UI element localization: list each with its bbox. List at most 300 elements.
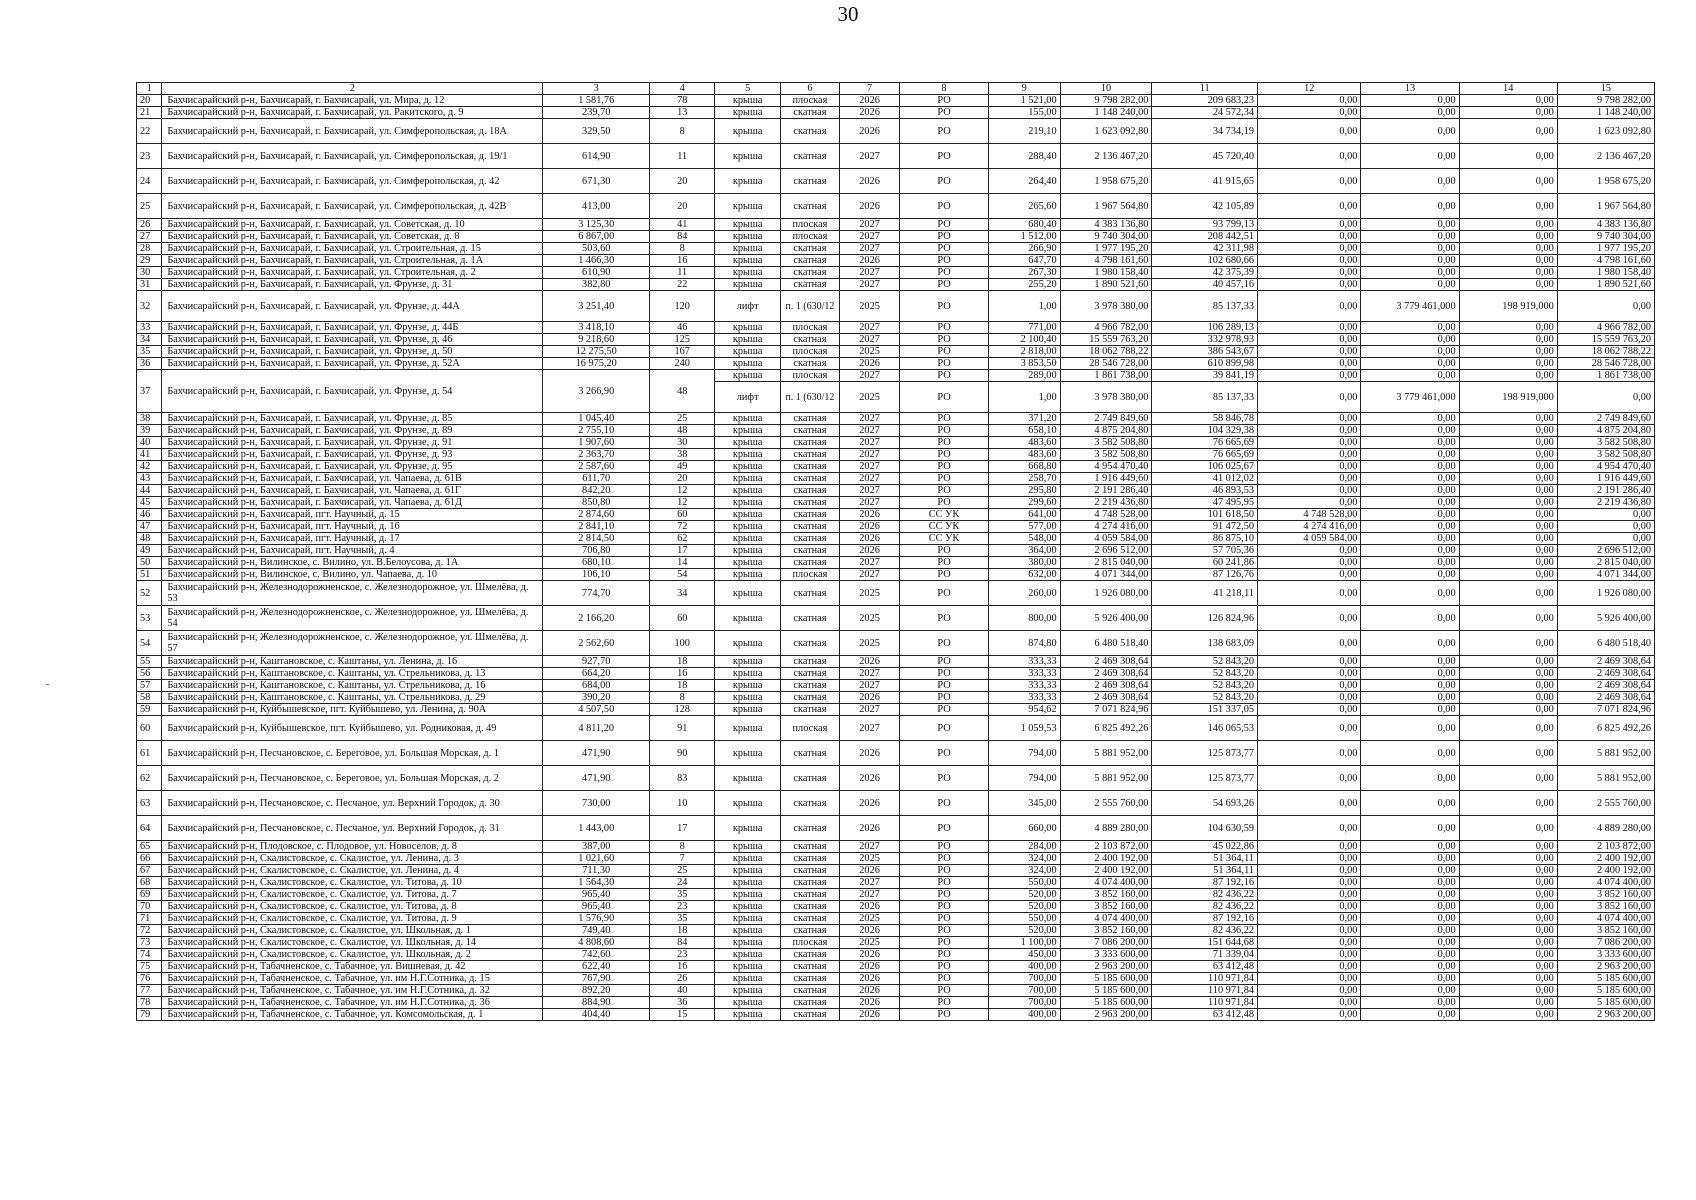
area: 2 755,10 xyxy=(543,425,650,437)
cost-col-12: 0,00 xyxy=(1258,901,1361,913)
cost-col-13: 3 779 461,000 xyxy=(1361,291,1459,322)
table-row xyxy=(137,509,1655,521)
quantity: 874,80 xyxy=(988,631,1060,656)
row-number: 65 xyxy=(137,841,162,853)
element-type: скатная xyxy=(780,497,839,509)
residents: 60 xyxy=(650,509,715,521)
table-row xyxy=(137,358,1655,370)
table-row xyxy=(137,322,1655,334)
address: Бахчисарайский р-н, Вилинское, с. Вилино, ул. В.Белоусова, д. 1А xyxy=(162,557,543,569)
fund-method: РО xyxy=(900,997,989,1009)
element: крыша xyxy=(715,413,780,425)
total-cost: 4 071 344,00 xyxy=(1060,569,1152,581)
cost-col-12: 0,00 xyxy=(1258,485,1361,497)
row-number: 37 xyxy=(137,370,162,413)
extra-cost: 40 457,16 xyxy=(1152,279,1258,291)
cost-col-13: 0,00 xyxy=(1361,107,1459,119)
address: Бахчисарайский р-н, Табачненское, с. Табачное, ул. им Н.Г.Сотника, д. 36 xyxy=(162,997,543,1009)
quantity: 1 521,00 xyxy=(988,95,1060,107)
total-cost: 4 875 204,80 xyxy=(1060,425,1152,437)
row-number: 78 xyxy=(137,997,162,1009)
row-number: 44 xyxy=(137,485,162,497)
cost-col-14: 0,00 xyxy=(1459,816,1557,841)
element: крыша xyxy=(715,231,780,243)
address: Бахчисарайский р-н, Бахчисарай, г. Бахчисарай, ул. Симферопольская, д. 18А xyxy=(162,119,543,144)
area: 3 125,30 xyxy=(543,219,650,231)
fund-method: РО xyxy=(900,358,989,370)
column-number: 4 xyxy=(650,83,715,95)
element-type: скатная xyxy=(780,557,839,569)
extra-cost: 86 875,10 xyxy=(1152,533,1258,545)
extra-cost: 63 412,48 xyxy=(1152,961,1258,973)
extra-cost: 39 841,19 xyxy=(1152,370,1258,382)
cost-col-14: 0,00 xyxy=(1459,766,1557,791)
year: 2025 xyxy=(840,346,900,358)
year: 2027 xyxy=(840,668,900,680)
cost-col-13: 0,00 xyxy=(1361,901,1459,913)
cost-col-13: 0,00 xyxy=(1361,668,1459,680)
fund-method: РО xyxy=(900,961,989,973)
residents: 120 xyxy=(650,291,715,322)
year: 2026 xyxy=(840,816,900,841)
residents: 23 xyxy=(650,901,715,913)
cost-col-14: 0,00 xyxy=(1459,358,1557,370)
cost-col-15: 3 582 508,80 xyxy=(1557,437,1654,449)
residents: 12 xyxy=(650,485,715,497)
quantity: 1 059,53 xyxy=(988,716,1060,741)
cost-col-12: 0,00 xyxy=(1258,925,1361,937)
total-cost: 1 967 564,80 xyxy=(1060,194,1152,219)
total-cost: 3 852 160,00 xyxy=(1060,901,1152,913)
extra-cost: 93 799,13 xyxy=(1152,219,1258,231)
fund-method: СС УК xyxy=(900,509,989,521)
address: Бахчисарайский р-н, Бахчисарай, г. Бахчисарай, ул. Советская, д. 10 xyxy=(162,219,543,231)
quantity: 660,00 xyxy=(988,816,1060,841)
address: Бахчисарайский р-н, Бахчисарай, г. Бахчисарай, ул. Фрунзе, д. 31 xyxy=(162,279,543,291)
element-type: плоская xyxy=(780,95,839,107)
table-row xyxy=(137,370,1655,382)
cost-col-13: 0,00 xyxy=(1361,692,1459,704)
column-number: 2 xyxy=(162,83,543,95)
area: 2 562,60 xyxy=(543,631,650,656)
element-type: скатная xyxy=(780,533,839,545)
element-type: скатная xyxy=(780,509,839,521)
cost-col-15: 5 185 600,00 xyxy=(1557,985,1654,997)
element: крыша xyxy=(715,841,780,853)
year: 2025 xyxy=(840,382,900,413)
element: крыша xyxy=(715,716,780,741)
area: 2 166,20 xyxy=(543,606,650,631)
quantity: 520,00 xyxy=(988,889,1060,901)
table-row xyxy=(137,533,1655,545)
fund-method: РО xyxy=(900,370,989,382)
element: крыша xyxy=(715,346,780,358)
table-row xyxy=(137,485,1655,497)
cost-col-14: 0,00 xyxy=(1459,119,1557,144)
cost-col-15: 1 926 080,00 xyxy=(1557,581,1654,606)
cost-col-14: 0,00 xyxy=(1459,219,1557,231)
quantity: 450,00 xyxy=(988,949,1060,961)
total-cost: 2 136 467,20 xyxy=(1060,144,1152,169)
extra-cost: 42 311,98 xyxy=(1152,243,1258,255)
residents: 240 xyxy=(650,358,715,370)
cost-col-15: 2 963 200,00 xyxy=(1557,1009,1654,1021)
element: крыша xyxy=(715,581,780,606)
total-cost: 2 469 308,64 xyxy=(1060,692,1152,704)
row-number: 41 xyxy=(137,449,162,461)
cost-col-15: 28 546 728,00 xyxy=(1557,358,1654,370)
residents: 20 xyxy=(650,194,715,219)
element-type: скатная xyxy=(780,791,839,816)
row-number: 56 xyxy=(137,668,162,680)
table-row xyxy=(137,581,1655,606)
total-cost: 3 333 600,00 xyxy=(1060,949,1152,961)
table-row xyxy=(137,219,1655,231)
element: крыша xyxy=(715,557,780,569)
cost-col-13: 0,00 xyxy=(1361,656,1459,668)
area: 610,90 xyxy=(543,267,650,279)
cost-col-13: 0,00 xyxy=(1361,334,1459,346)
column-number: 3 xyxy=(543,83,650,95)
table-row xyxy=(137,913,1655,925)
year: 2026 xyxy=(840,901,900,913)
extra-cost: 151 337,05 xyxy=(1152,704,1258,716)
total-cost: 6 825 492,26 xyxy=(1060,716,1152,741)
cost-col-13: 0,00 xyxy=(1361,853,1459,865)
cost-col-13: 0,00 xyxy=(1361,95,1459,107)
address: Бахчисарайский р-н, Скалистовское, с. Скалистое, ул. Титова, д. 10 xyxy=(162,877,543,889)
cost-col-14: 0,00 xyxy=(1459,865,1557,877)
year: 2026 xyxy=(840,949,900,961)
total-cost: 2 963 200,00 xyxy=(1060,961,1152,973)
element-type: скатная xyxy=(780,473,839,485)
cost-col-14: 0,00 xyxy=(1459,692,1557,704)
extra-cost: 110 971,84 xyxy=(1152,997,1258,1009)
cost-col-15: 3 852 160,00 xyxy=(1557,889,1654,901)
cost-col-13: 0,00 xyxy=(1361,370,1459,382)
cost-col-13: 0,00 xyxy=(1361,425,1459,437)
scan-artifact xyxy=(46,684,49,685)
table-row xyxy=(137,521,1655,533)
address: Бахчисарайский р-н, Бахчисарай, г. Бахчисарай, ул. Фрунзе, д. 54 xyxy=(162,370,543,413)
cost-col-12: 0,00 xyxy=(1258,791,1361,816)
total-cost: 9 798 282,00 xyxy=(1060,95,1152,107)
cost-col-13: 0,00 xyxy=(1361,473,1459,485)
table-row xyxy=(137,937,1655,949)
table-row xyxy=(137,925,1655,937)
fund-method: РО xyxy=(900,413,989,425)
cost-col-12: 0,00 xyxy=(1258,656,1361,668)
fund-method: РО xyxy=(900,219,989,231)
cost-col-13: 0,00 xyxy=(1361,961,1459,973)
element: крыша xyxy=(715,961,780,973)
address: Бахчисарайский р-н, Бахчисарай, г. Бахчисарай, ул. Фрунзе, д. 52А xyxy=(162,358,543,370)
address: Бахчисарайский р-н, Скалистовское, с. Скалистое, ул. Ленина, д. 3 xyxy=(162,853,543,865)
row-number: 38 xyxy=(137,413,162,425)
extra-cost: 125 873,77 xyxy=(1152,741,1258,766)
area: 382,80 xyxy=(543,279,650,291)
fund-method: РО xyxy=(900,557,989,569)
residents: 48 xyxy=(650,425,715,437)
year: 2027 xyxy=(840,877,900,889)
cost-col-12: 0,00 xyxy=(1258,973,1361,985)
column-number: 11 xyxy=(1152,83,1258,95)
cost-col-12: 0,00 xyxy=(1258,437,1361,449)
row-number: 53 xyxy=(137,606,162,631)
area: 3 418,10 xyxy=(543,322,650,334)
total-cost: 2 696 512,00 xyxy=(1060,545,1152,557)
cost-col-13: 0,00 xyxy=(1361,413,1459,425)
area: 842,20 xyxy=(543,485,650,497)
residents: 8 xyxy=(650,841,715,853)
address: Бахчисарайский р-н, Бахчисарай, г. Бахчисарай, ул. Строительная, д. 15 xyxy=(162,243,543,255)
total-cost: 1 926 080,00 xyxy=(1060,581,1152,606)
residents: 54 xyxy=(650,569,715,581)
element: крыша xyxy=(715,509,780,521)
cost-col-15: 4 966 782,00 xyxy=(1557,322,1654,334)
element: крыша xyxy=(715,949,780,961)
quantity: 324,00 xyxy=(988,853,1060,865)
area: 749,40 xyxy=(543,925,650,937)
quantity: 219,10 xyxy=(988,119,1060,144)
quantity: 800,00 xyxy=(988,606,1060,631)
area: 4 808,60 xyxy=(543,937,650,949)
residents: 20 xyxy=(650,169,715,194)
year: 2026 xyxy=(840,997,900,1009)
table-row xyxy=(137,413,1655,425)
cost-col-15: 4 074 400,00 xyxy=(1557,913,1654,925)
total-cost: 18 062 788,22 xyxy=(1060,346,1152,358)
cost-col-15: 6 825 492,26 xyxy=(1557,716,1654,741)
extra-cost: 110 971,84 xyxy=(1152,985,1258,997)
table-row xyxy=(137,816,1655,841)
element-type: скатная xyxy=(780,425,839,437)
year: 2026 xyxy=(840,865,900,877)
table-row xyxy=(137,949,1655,961)
row-number: 70 xyxy=(137,901,162,913)
cost-col-15: 4 798 161,60 xyxy=(1557,255,1654,267)
extra-cost: 41 012,02 xyxy=(1152,473,1258,485)
row-number: 42 xyxy=(137,461,162,473)
cost-col-15: 5 881 952,00 xyxy=(1557,766,1654,791)
extra-cost: 85 137,33 xyxy=(1152,382,1258,413)
element-type: п. 1 (630/12 xyxy=(780,291,839,322)
fund-method: РО xyxy=(900,925,989,937)
area: 730,00 xyxy=(543,791,650,816)
element-type: скатная xyxy=(780,877,839,889)
element-type: скатная xyxy=(780,413,839,425)
total-cost: 4 074 400,00 xyxy=(1060,877,1152,889)
extra-cost: 110 971,84 xyxy=(1152,973,1258,985)
residents: 46 xyxy=(650,322,715,334)
cost-col-12: 4 274 416,00 xyxy=(1258,521,1361,533)
address: Бахчисарайский р-н, Бахчисарай, пгт. Научный, д. 16 xyxy=(162,521,543,533)
address: Бахчисарайский р-н, Скалистовское, с. Скалистое, ул. Титова, д. 8 xyxy=(162,901,543,913)
cost-col-15: 15 559 763,20 xyxy=(1557,334,1654,346)
row-number: 64 xyxy=(137,816,162,841)
element-type: скатная xyxy=(780,985,839,997)
table-row xyxy=(137,680,1655,692)
repair-program-table xyxy=(136,82,1655,1021)
fund-method: РО xyxy=(900,346,989,358)
table-row xyxy=(137,973,1655,985)
extra-cost: 610 899,98 xyxy=(1152,358,1258,370)
cost-col-12: 0,00 xyxy=(1258,497,1361,509)
cost-col-14: 0,00 xyxy=(1459,961,1557,973)
address: Бахчисарайский р-н, Каштановское, с. Каштаны, ул. Стрельникова, д. 29 xyxy=(162,692,543,704)
total-cost: 5 185 600,00 xyxy=(1060,973,1152,985)
fund-method: РО xyxy=(900,656,989,668)
residents: 35 xyxy=(650,889,715,901)
residents: 83 xyxy=(650,766,715,791)
table-row xyxy=(137,119,1655,144)
year: 2027 xyxy=(840,370,900,382)
cost-col-13: 0,00 xyxy=(1361,231,1459,243)
cost-col-12: 0,00 xyxy=(1258,358,1361,370)
element: крыша xyxy=(715,973,780,985)
extra-cost: 91 472,50 xyxy=(1152,521,1258,533)
element: крыша xyxy=(715,95,780,107)
cost-col-14: 0,00 xyxy=(1459,545,1557,557)
cost-col-15: 18 062 788,22 xyxy=(1557,346,1654,358)
row-number: 58 xyxy=(137,692,162,704)
residents: 60 xyxy=(650,606,715,631)
cost-col-15: 5 926 400,00 xyxy=(1557,606,1654,631)
fund-method: РО xyxy=(900,425,989,437)
fund-method: РО xyxy=(900,716,989,741)
row-number: 50 xyxy=(137,557,162,569)
year: 2027 xyxy=(840,219,900,231)
area: 329,50 xyxy=(543,119,650,144)
row-number: 63 xyxy=(137,791,162,816)
element: крыша xyxy=(715,425,780,437)
cost-col-12: 0,00 xyxy=(1258,997,1361,1009)
quantity: 550,00 xyxy=(988,913,1060,925)
table-row xyxy=(137,169,1655,194)
year: 2026 xyxy=(840,1009,900,1021)
quantity: 288,40 xyxy=(988,144,1060,169)
year: 2026 xyxy=(840,985,900,997)
cost-col-12: 0,00 xyxy=(1258,346,1361,358)
residents: 22 xyxy=(650,279,715,291)
year: 2027 xyxy=(840,497,900,509)
residents: 78 xyxy=(650,95,715,107)
cost-col-14: 0,00 xyxy=(1459,680,1557,692)
element: крыша xyxy=(715,680,780,692)
quantity: 794,00 xyxy=(988,741,1060,766)
fund-method: РО xyxy=(900,865,989,877)
residents: 11 xyxy=(650,144,715,169)
cost-col-14: 0,00 xyxy=(1459,533,1557,545)
cost-col-12: 0,00 xyxy=(1258,255,1361,267)
element: крыша xyxy=(715,704,780,716)
cost-col-13: 0,00 xyxy=(1361,889,1459,901)
area: 965,40 xyxy=(543,901,650,913)
table-row xyxy=(137,334,1655,346)
element: крыша xyxy=(715,533,780,545)
extra-cost: 42 375,39 xyxy=(1152,267,1258,279)
cost-col-12: 4 059 584,00 xyxy=(1258,533,1361,545)
element-type: скатная xyxy=(780,545,839,557)
element: крыша xyxy=(715,901,780,913)
extra-cost: 151 644,68 xyxy=(1152,937,1258,949)
area: 742,60 xyxy=(543,949,650,961)
extra-cost: 54 693,26 xyxy=(1152,791,1258,816)
fund-method: РО xyxy=(900,889,989,901)
area: 471,90 xyxy=(543,766,650,791)
cost-col-13: 0,00 xyxy=(1361,766,1459,791)
cost-col-12: 0,00 xyxy=(1258,937,1361,949)
element: крыша xyxy=(715,668,780,680)
fund-method: РО xyxy=(900,692,989,704)
element-type: скатная xyxy=(780,581,839,606)
element: крыша xyxy=(715,279,780,291)
total-cost: 7 071 824,96 xyxy=(1060,704,1152,716)
address: Бахчисарайский р-н, Бахчисарай, г. Бахчисарай, ул. Фрунзе, д. 91 xyxy=(162,437,543,449)
fund-method: РО xyxy=(900,704,989,716)
element-type: скатная xyxy=(780,668,839,680)
extra-cost: 125 873,77 xyxy=(1152,766,1258,791)
quantity: 295,80 xyxy=(988,485,1060,497)
extra-cost: 52 843,20 xyxy=(1152,656,1258,668)
cost-col-12: 0,00 xyxy=(1258,841,1361,853)
year: 2026 xyxy=(840,358,900,370)
fund-method: РО xyxy=(900,449,989,461)
quantity: 632,00 xyxy=(988,569,1060,581)
area: 4 507,50 xyxy=(543,704,650,716)
element-type: плоская xyxy=(780,346,839,358)
cost-col-12: 0,00 xyxy=(1258,119,1361,144)
residents: 26 xyxy=(650,973,715,985)
area: 965,40 xyxy=(543,889,650,901)
fund-method: РО xyxy=(900,243,989,255)
extra-cost: 106 289,13 xyxy=(1152,322,1258,334)
cost-col-14: 0,00 xyxy=(1459,937,1557,949)
cost-col-12: 0,00 xyxy=(1258,569,1361,581)
cost-col-12: 0,00 xyxy=(1258,704,1361,716)
total-cost: 1 916 449,60 xyxy=(1060,473,1152,485)
year: 2027 xyxy=(840,437,900,449)
total-cost: 1 958 675,20 xyxy=(1060,169,1152,194)
fund-method: РО xyxy=(900,1009,989,1021)
fund-method: РО xyxy=(900,631,989,656)
element-type: плоская xyxy=(780,219,839,231)
table-row xyxy=(137,449,1655,461)
residents: 7 xyxy=(650,853,715,865)
residents: 17 xyxy=(650,545,715,557)
year: 2026 xyxy=(840,791,900,816)
row-number: 20 xyxy=(137,95,162,107)
cost-col-14: 0,00 xyxy=(1459,346,1557,358)
cost-col-15: 2 219 436,80 xyxy=(1557,497,1654,509)
cost-col-12: 0,00 xyxy=(1258,865,1361,877)
cost-col-13: 0,00 xyxy=(1361,680,1459,692)
table-row xyxy=(137,425,1655,437)
quantity: 2 100,40 xyxy=(988,334,1060,346)
residents: 8 xyxy=(650,243,715,255)
area: 387,00 xyxy=(543,841,650,853)
fund-method: СС УК xyxy=(900,521,989,533)
quantity: 400,00 xyxy=(988,1009,1060,1021)
column-number: 9 xyxy=(988,83,1060,95)
fund-method: РО xyxy=(900,169,989,194)
total-cost: 4 383 136,80 xyxy=(1060,219,1152,231)
year: 2026 xyxy=(840,107,900,119)
address: Бахчисарайский р-н, Бахчисарай, г. Бахчисарай, ул. Фрунзе, д. 44А xyxy=(162,291,543,322)
cost-col-12: 0,00 xyxy=(1258,668,1361,680)
cost-col-15: 3 852 160,00 xyxy=(1557,925,1654,937)
element-type: скатная xyxy=(780,255,839,267)
